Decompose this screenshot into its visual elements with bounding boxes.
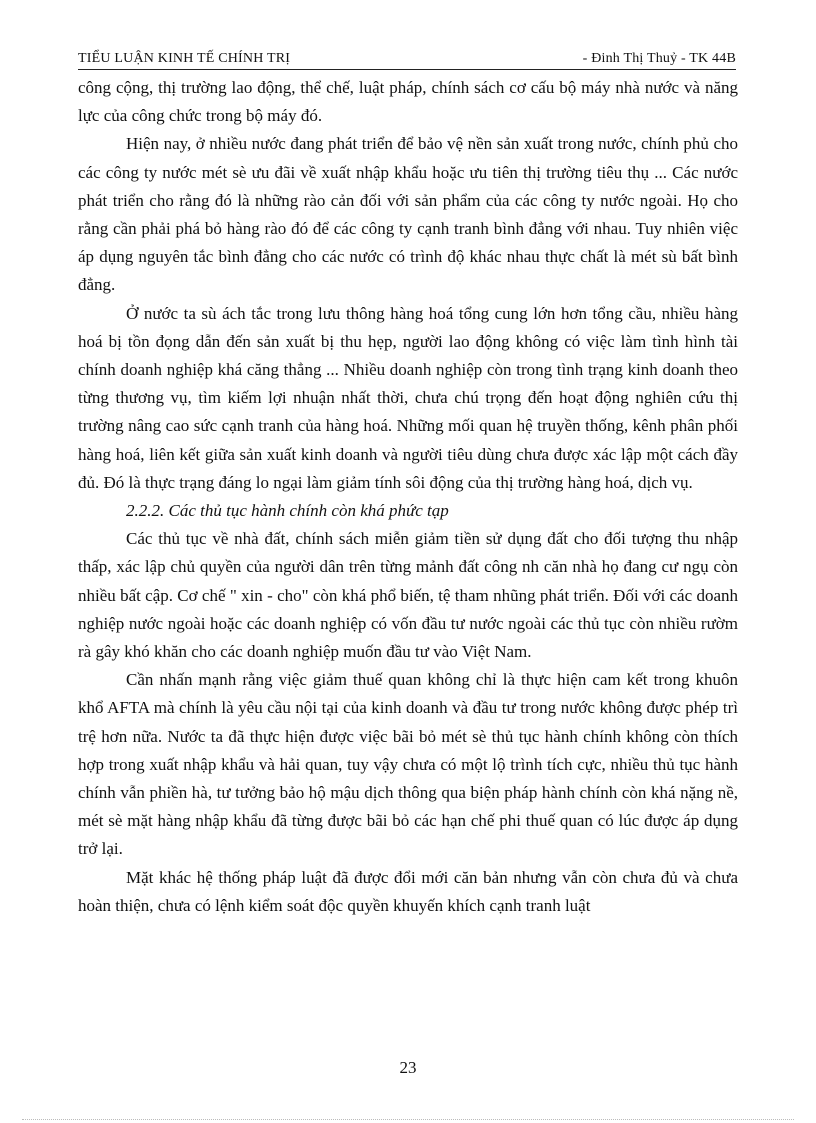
paragraph: Các thủ tục về nhà đất, chính sách miễn giảm tiền sử dụng đất cho đối tượng thu nhập thấp, xác lập chủ quyền của người dân trên từng mảnh đất công nh căn nhà họ đang cư ngụ còn nhiều bất cập. Cơ chế " xin - cho" còn khá phổ biến, tệ tham nhũng phát triển. Đối với các doanh nghiệp nước ngoài hoặc các doanh nghiệp có vốn đầu tư nước ngoài các thủ tục còn nhiều rườm rà gây khó khăn cho các doanh nghiệp muốn đầu tư vào Việt Nam. [78,529,738,662]
paragraph: Ở nước ta sù ách tắc trong lưu thông hàng hoá tổng cung lớn hơn tổng cầu, nhiều hàng hoá bị tồn đọng dẫn đến sản xuất bị thu hẹp, người lao động không có việc làm tình hình tài chính doanh nghiệp khá căng thẳng ... Nhiều doanh nghiệp còn trong tình trạng kinh doanh theo từng thương vụ, tìm kiếm lợi nhuận nhất thời, chưa chú trọng đến hoạt động nghiên cứu thị trường nâng cao sức cạnh tranh của hàng hoá. Những mối quan hệ truyền thống, kênh phân phối hàng hoá, liên kết giữa sản xuất kinh doanh và người tiêu dùng chưa được xác lập một cách đầy đủ. Đó là thực trạng đáng lo ngại làm giảm tính sôi động của thị trường hàng hoá, dịch vụ. [78,303,738,492]
paragraph: Mặt khác hệ thống pháp luật đã được đổi mới căn bản nhưng vẫn còn chưa đủ và chưa hoàn thiện, chưa có lệnh kiểm soát độc quyền khuyến khích cạnh tranh luật [78,867,738,915]
paragraph-continued: công cộng, thị trường lao động, thể chế, luật pháp, chính sách cơ cấu bộ máy nhà nước và năng lực của công chức trong bộ máy đó. [78,78,738,126]
running-header [78,51,736,70]
footer-divider [22,1119,794,1120]
document-body [78,74,738,920]
paragraph: Hiện nay, ở nhiều nước đang phát triển để bảo vệ nền sản xuất trong nước, chính phủ cho các công ty nước mét sè ưu đãi về xuất nhập khẩu hoặc ưu tiên thị trường tiêu thụ ... Các nước phát triển cho rằng đó là những rào cản đối với sản phẩm của các công ty nước ngoài. Họ cho rằng cần phải phá bỏ hàng rào đó để các công ty cạnh tranh bình đẳng với nhau. Tuy nhiên việc áp dụng nguyên tắc bình đẳng cho các nước có trình độ khác nhau thực chất là mét sù bất bình đẳng. [78,134,738,295]
paragraph: Cần nhấn mạnh rằng việc giảm thuế quan không chỉ là thực hiện cam kết trong khuôn khổ AFTA mà chính là yêu cầu nội tại của kinh doanh và đầu tư trong nước không được phép trì trệ hơn nữa. Nước ta đã thực hiện được việc bãi bỏ mét sè thủ tục hành chính không còn thích hợp trong xuất nhập khẩu và hải quan, tuy vậy chưa có một lộ trình tích cực, nhiều thủ tục hành chính vẫn phiền hà, tư tưởng bảo hộ mậu dịch thông qua biện pháp hành chính còn khá nặng nề, mét sè mặt hàng nhập khẩu đã từng được bãi bỏ các hạn chế phi thuế quan có lúc được áp dụng trở lại. [78,670,738,859]
header-author: - Đinh Thị Thuỷ - TK 44B [582,51,736,66]
section-heading: 2.2.2. Các thủ tục hành chính còn khá phức tạp [126,501,449,521]
header-title: TIỂU LUẬN KINH TẾ CHÍNH TRỊ [78,51,291,66]
page-number: 23 [399,1058,417,1077]
